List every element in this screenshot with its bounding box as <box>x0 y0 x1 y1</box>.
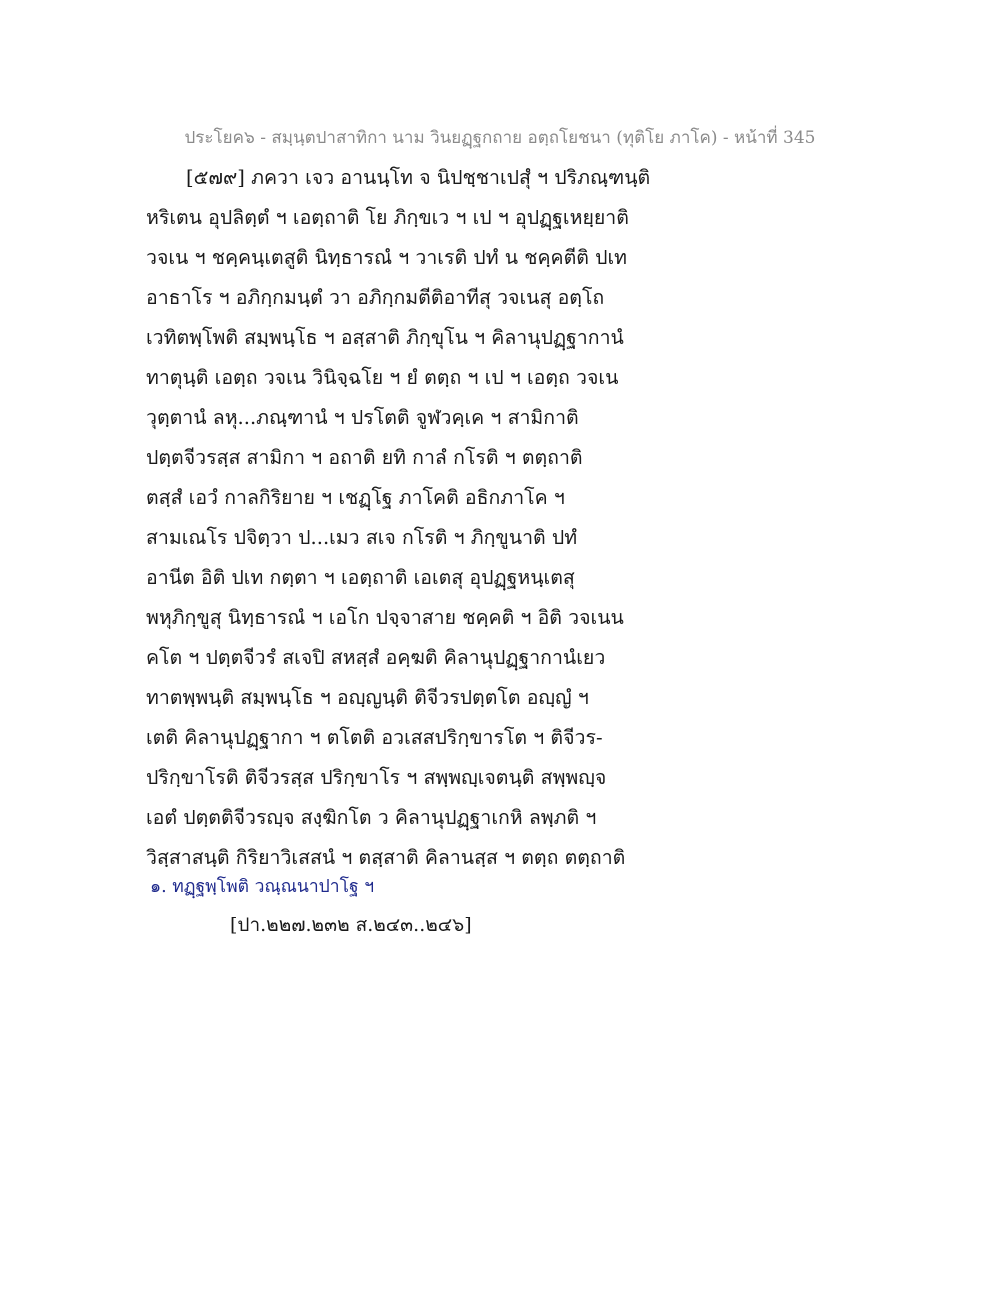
page-header-running-title: ประโยค๖ - สมฺนฺตปาสาทิกา นาม วินยฏฺฐกถาย อตฺถโยชนา (ทุติโย ภาโค) - หน้าที่ 345 <box>184 128 816 148</box>
body-line: หริเตน อุปลิตฺตํ ฯ เอตฺถาติ โย ภิกฺขเว ฯ เป ฯ อุปฏฺฐเหยฺยาติ <box>146 206 629 229</box>
footnote: ๑. ทฏฺฐพฺโพติ วณฺณนาปาโฐ ฯ <box>150 877 375 897</box>
body-line: อานีต อิติ ปเท กตฺตา ฯ เอตฺถาติ เอเตสุ อุปฏฺฐหนฺเตสุ <box>146 566 575 589</box>
body-text <box>146 158 846 878</box>
page-reference: [ปา.๒๒๗.๒๓๒ ส.๒๔๓..๒๔๖] <box>230 914 472 936</box>
body-line: วุตฺตานํ ลหุ...ภณฺฑานํ ฯ ปรโตติ จูฬวคฺเค ฯ สามิกาติ <box>146 406 579 429</box>
body-line: เอตํ ปตฺตติจีวรญฺจ สงฺฆิกโต ว คิลานุปฏฺฐาเกหิ ลพฺภติ ฯ <box>146 806 597 829</box>
body-line: ตสฺสํ เอวํ กาลกิริยาย ฯ เชฏฺโฐ ภาโคติ อธิกภาโค ฯ <box>146 486 565 509</box>
body-line: วจเน ฯ ชคฺคนฺเตสูติ นิทฺธารณํ ฯ วาเรติ ปทํ น ชคฺคตีติ ปเท <box>146 246 628 269</box>
body-line: พหุภิกฺขูสุ นิทฺธารณํ ฯ เอโก ปจฺจาสาย ชคฺคติ ฯ อิติ วจเนน <box>146 606 624 629</box>
body-line: ทาตพฺพนฺติ สมฺพนฺโธ ฯ อญฺญนฺติ ติจีวรปตฺตโต อญฺญํ ฯ <box>146 686 589 709</box>
body-line: ทาตุนฺติ เอตฺถ วจเน วินิจฺฉโย ฯ ยํ ตตฺถ ฯ เป ฯ เอตฺถ วจเน <box>146 366 619 389</box>
body-line: เวทิตพฺโพติ สมฺพนฺโธ ฯ อสฺสาติ ภิกฺขุโน ฯ คิลานุปฏฺฐากานํ <box>146 326 624 349</box>
body-line: สามเณโร ปจิตฺวา ป...เมว สเจ กโรติ ฯ ภิกฺขูนาติ ปทํ <box>146 526 578 549</box>
body-line: คโต ฯ ปตฺตจีวรํ สเจปิ สหสฺสํ อคฺฆติ คิลานุปฏฺฐากานํเยว <box>146 646 606 669</box>
body-line: [๕๗๙] ภควา เจว อานนฺโท จ นิปชฺชาเปสุํ ฯ ปริภณฺฑนฺติ <box>186 166 651 189</box>
body-line: อาธาโร ฯ อภิกฺกมนฺตํ วา อภิกฺกมตีติอาทีสุ วจเนสุ อตฺโถ <box>146 286 605 309</box>
body-line: ปตฺตจีวรสฺส สามิกา ฯ อถาติ ยทิ กาลํ กโรติ ฯ ตตฺถาติ <box>146 446 583 469</box>
body-line: วิสฺสาสนฺติ กิริยาวิเสสนํ ฯ ตสฺสาติ คิลานสฺส ฯ ตตฺถ ตตฺถาติ <box>146 846 626 869</box>
body-line: ปริกฺขาโรติ ติจีวรสฺส ปริกฺขาโร ฯ สพฺพญฺเจตนฺติ สพฺพญฺจ <box>146 766 607 789</box>
body-line: เตติ คิลานุปฏฺฐากา ฯ ตโตติ อวเสสปริกฺขารโต ฯ ติจีวร- <box>146 726 603 749</box>
